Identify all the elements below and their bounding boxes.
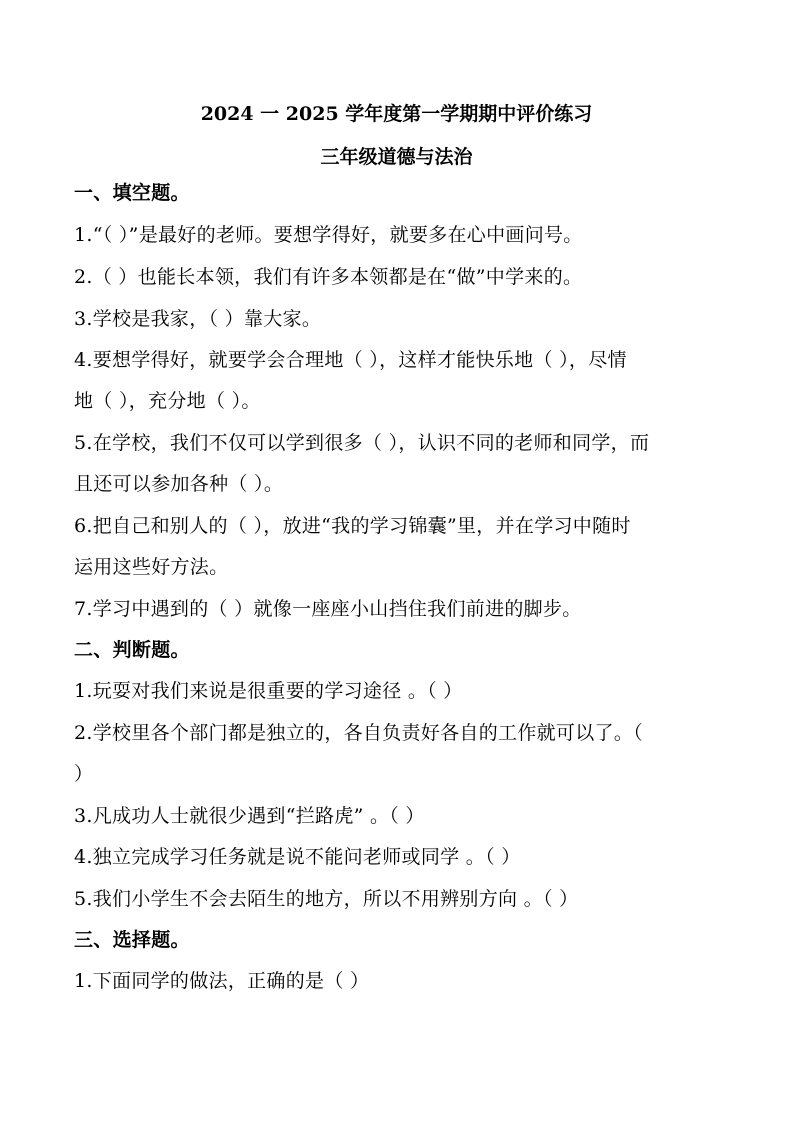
question-line: 且还可以参加各种（ ）。 bbox=[74, 473, 284, 495]
question-line: 5.在学校，我们不仅可以学到很多（ ），认识不同的老师和同学，而 bbox=[74, 432, 650, 454]
question-line: 6.把自己和别人的（ ），放进“我的学习锦囊”里，并在学习中随时 bbox=[74, 515, 631, 537]
question-line: 1.“（ ）”是最好的老师。要想学得好，就要多在心中画问号。 bbox=[74, 224, 583, 246]
question-line: 运用这些好方法。 bbox=[74, 556, 229, 578]
page-subtitle: 三年级道德与法治 bbox=[320, 146, 473, 168]
question-line: 7.学习中遇到的（ ）就像一座座小山挡住我们前进的脚步。 bbox=[74, 598, 582, 620]
section-heading-fill-blank: 一、填空题。 bbox=[74, 182, 190, 204]
section-heading-multiple-choice: 三、选择题。 bbox=[74, 929, 190, 951]
question-line: 1.下面同学的做法，正确的是（ ） bbox=[74, 970, 370, 992]
question-line: 3.学校是我家，（ ）靠大家。 bbox=[74, 308, 322, 330]
question-line: 5.我们小学生不会去陌生的地方，所以不用辨别方向 。（ ） bbox=[74, 888, 579, 910]
page-title: 2024 一 2025 学年度第一学期期中评价练习 bbox=[200, 103, 593, 125]
question-line: 2.学校里各个部门都是独立的，各自负责好各自的工作就可以了。（ bbox=[74, 722, 643, 744]
question-line: ） bbox=[74, 763, 94, 785]
question-line: 地（ ），充分地（ ）。 bbox=[74, 390, 261, 412]
question-line: 1.玩耍对我们来说是很重要的学习途径 。（ ） bbox=[74, 680, 463, 702]
question-line: 4.要想学得好，就要学会合理地（ ），这样才能快乐地（ ），尽情 bbox=[74, 349, 627, 371]
question-line: 3.凡成功人士就很少遇到“拦路虎” 。（ ） bbox=[74, 805, 425, 827]
question-line: 2.（ ）也能长本领，我们有许多本领都是在“做”中学来的。 bbox=[74, 266, 583, 288]
section-heading-true-false: 二、判断题。 bbox=[74, 639, 190, 661]
question-line: 4.独立完成学习任务就是说不能问老师或同学 。（ ） bbox=[74, 846, 521, 868]
